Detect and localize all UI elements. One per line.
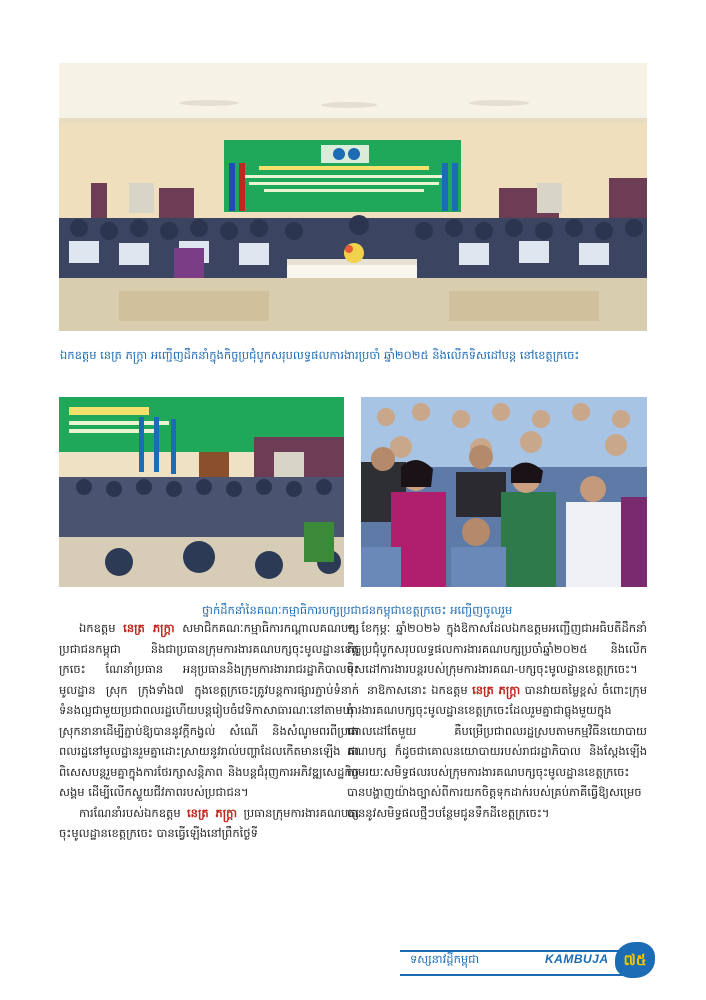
article-column-left <box>59 618 359 844</box>
page-number: ៧៥ <box>615 942 655 978</box>
meeting-hall-photo <box>59 63 647 331</box>
paragraph-text: សមាជិកគណៈកម្មាធិការកណ្តាលគណបក្សប្រជាជនកម្ពុជា និងជាប្រធានក្រុមការងារគណបក្សចុះមូលដ្ឋានខេត្តក្រចេះ ណែនាំប្រធាន អនុប្រធាននិងក្រុមការងាររាជរដ្ឋាភិបាលចុះមូលដ្ឋាន ស្រុក ក្រុងទាំង៧ ក្នុងខេត្តក្រចេះត្រូវបន្តការផ្សារភ្ជាប់ទំនាក់ទំនងល្អជាមួយប្រជាពលរដ្ឋហើយបន្តរៀបចំវេទិកាសាធារណៈនៅតាមឃុំ ស្រុកនានាដើម្បីភ្ជាប់ឱ្យបាននូវក្តីកង្វល់ សំណើ និងសំណូមពរពីប្រជាពលរដ្ឋនៅមូលដ្ឋានរួមគ្នាដោះស្រាយនូវរាល់បញ្ហាដែលកើតមានឡើង ជាពិសេសបន្តរួមគ្នាក្នុងការថែរក្សាសន្តិភាព និងបន្តជំរុញការអភិវឌ្ឍសេដ្ឋកិច្ចសង្គម ដើម្បីលើកស្ទួយជីវភាពរបស់ប្រជាជន។ <box>59 621 360 799</box>
left-paragraph-1 <box>59 618 359 803</box>
person-name: នេត្រ ភក្ត្រា <box>187 805 238 820</box>
magazine-title-english: KAMBUJA <box>545 952 609 966</box>
audience-applause-photo <box>361 397 647 587</box>
right-paragraph-1 <box>347 618 647 680</box>
left-paragraph-2 <box>59 803 359 844</box>
page-footer <box>400 938 670 978</box>
person-name: នេត្រ ភក្ត្រា <box>123 621 175 635</box>
paragraph-prefix: ការណែនាំរបស់ឯកឧត្តម <box>79 805 181 820</box>
middle-photo-caption: ថ្នាក់ដឹកនាំនៃគណៈកម្មាធិការបក្សប្រជាជនកម្ពុជាខេត្តក្រចេះ អញ្ជើញចូលរួម <box>202 603 513 617</box>
honorific: ឯកឧត្តម <box>79 621 116 635</box>
top-photo-caption: ឯកឧត្តម នេត្រ ភក្ត្រា អញ្ជើញដឹកនាំក្នុងកិច្ចប្រជុំបូកសរុបលទ្ធផលការងារប្រចាំ ឆ្នាំ២០២៥ និងលើកទិសដៅបន្ត នៅខេត្តក្រចេះ <box>60 348 580 362</box>
magazine-title-khmer: ទស្សនាវដ្តីកម្ពុជា <box>410 952 480 966</box>
paragraph-text: ១ ខែកុម្ភៈ ឆ្នាំ២០២៦ ក្នុងឱកាសដែលឯកឧត្តមអញ្ជើញជាអធិបតីដឹកនាំកិច្ចប្រជុំបូកសរុបលទ្ធផលការងារគណបក្សប្រចាំឆ្នាំ២០២៥ និងលើកទិសដៅការងារបន្តរបស់ក្រុមការងារគណ-បក្សចុះមូលដ្ឋានខេត្តក្រចេះ។ <box>347 621 647 676</box>
person-name: នេត្រ ភក្ត្រា <box>472 682 521 697</box>
paragraph-text: បានវាយតម្លៃខ្ពស់ ចំពោះក្រុមការងារគណបក្សចុះមូលដ្ឋានខេត្តក្រចេះដែលរួមគ្នាជាធ្លុងមួយក្នុងគោលដៅតែមួយ គឺបម្រើប្រជាពលរដ្ឋស្របតាមកម្មវិធីនយោបាយគណបក្ស ក៏ដូចជាគោលនយោបាយរបស់រាជរដ្ឋាភិបាល និងស្តែងឡើង តាមរយៈសមិទ្ធផលរបស់ក្រុមការងារគណបក្សចុះមូលដ្ឋានខេត្តក្រចេះបានបង្ហាញយ៉ាងច្បាស់ពីការយកចិត្តទុកដាក់របស់គ្រប់ភាគីធ្វើឱ្យសម្រេចបាននូវសមិទ្ធផលថ្មីៗបន្ថែមជូនទឹកដីខេត្តក្រចេះ។ <box>347 682 648 820</box>
paragraph-text: ប្រធានក្រុមការងារគណបក្សចុះមូលដ្ឋានខេត្តក្រចេះ បានធ្វើឡើងនៅព្រឹកថ្ងៃទី <box>59 805 360 840</box>
article-column-right <box>347 618 647 823</box>
paragraph-prefix: នាឱកាសនោះ ឯកឧត្តម <box>367 682 468 697</box>
party-leaders-photo <box>59 397 344 587</box>
right-paragraph-2 <box>347 680 647 824</box>
